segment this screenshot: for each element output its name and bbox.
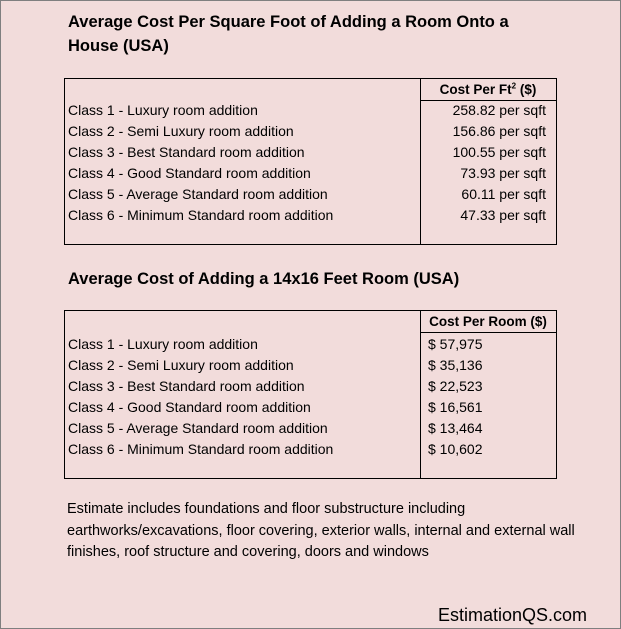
cost-per-room-table <box>64 310 557 479</box>
table-row <box>65 418 556 439</box>
row-label: Class 1 - Luxury room addition <box>68 336 258 352</box>
row-label: Class 4 - Good Standard room addition <box>68 399 311 415</box>
row-value: $ 35,136 <box>428 357 483 373</box>
table-row <box>65 163 556 184</box>
cost-per-sqft-table <box>64 78 557 245</box>
row-value: $ 57,975 <box>428 336 483 352</box>
row-value: 258.82 per sqft <box>452 102 546 118</box>
table-row <box>65 439 556 460</box>
row-label: Class 2 - Semi Luxury room addition <box>68 123 294 139</box>
row-value: $ 13,464 <box>428 420 483 436</box>
row-label: Class 1 - Luxury room addition <box>68 102 258 118</box>
table-row <box>65 376 556 397</box>
column-header-cost-per-room: Cost Per Room ($) <box>420 311 556 333</box>
row-value: 100.55 per sqft <box>452 144 546 160</box>
header-text: Cost Per Ft <box>439 82 512 97</box>
row-label: Class 3 - Best Standard room addition <box>68 144 305 160</box>
table-row <box>65 142 556 163</box>
row-value: 73.93 per sqft <box>460 165 546 181</box>
row-value: 60.11 per sqft <box>461 186 546 202</box>
title-cost-per-sqft: Average Cost Per Square Foot of Adding a Room Onto a House (USA) <box>68 13 509 55</box>
row-label: Class 4 - Good Standard room addition <box>68 165 311 181</box>
table-row <box>65 100 556 121</box>
header-superscript: 2 <box>511 81 517 91</box>
header-suffix: ($) <box>516 82 537 97</box>
table-row <box>65 205 556 226</box>
row-label: Class 3 - Best Standard room addition <box>68 378 305 394</box>
table-row <box>65 355 556 376</box>
table-row <box>65 184 556 205</box>
row-value: $ 16,561 <box>428 399 483 415</box>
row-label: Class 6 - Minimum Standard room addition <box>68 441 334 457</box>
table-row <box>65 397 556 418</box>
table-body <box>65 334 556 460</box>
table-body <box>65 100 556 226</box>
row-value: 156.86 per sqft <box>452 123 546 139</box>
column-header-cost-per-sqft <box>420 79 556 101</box>
row-label: Class 6 - Minimum Standard room addition <box>68 207 334 223</box>
brand-watermark: EstimationQS.com <box>437 605 587 625</box>
row-value: $ 10,602 <box>428 441 483 457</box>
row-value: $ 22,523 <box>428 378 483 394</box>
table-row <box>65 334 556 355</box>
row-value: 47.33 per sqft <box>460 207 546 223</box>
title-cost-per-room: Average Cost of Adding a 14x16 Feet Room (USA) <box>68 270 460 288</box>
row-label: Class 5 - Average Standard room addition <box>68 186 328 202</box>
row-label: Class 5 - Average Standard room addition <box>68 420 328 436</box>
row-label: Class 2 - Semi Luxury room addition <box>68 357 294 373</box>
table-row <box>65 121 556 142</box>
estimate-note: Estimate includes foundations and floor substructure including earthworks/excavations, floor covering, exterior walls, internal and external wall finishes, roof structure and covering, doors and windows <box>67 501 575 560</box>
